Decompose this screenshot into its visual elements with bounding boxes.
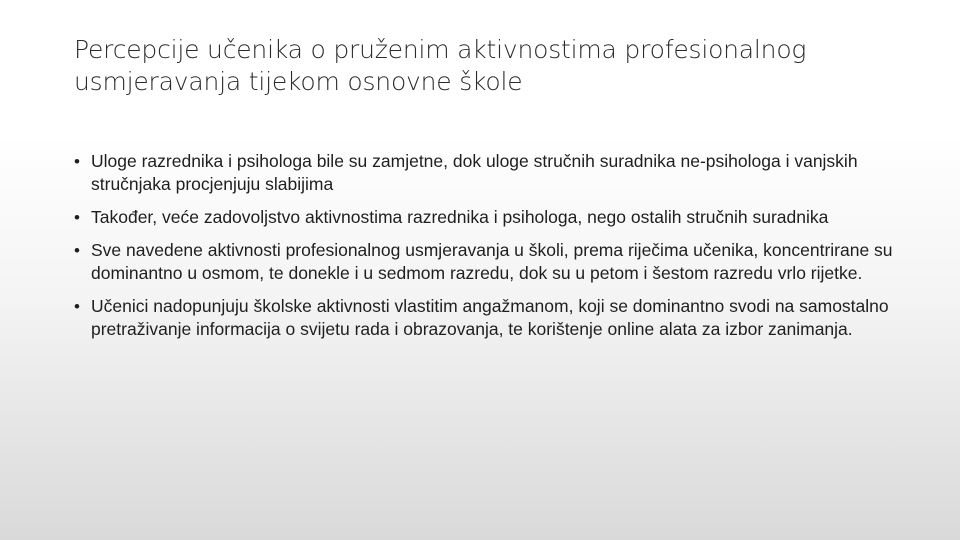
bullet-list (74, 150, 904, 351)
bullet-item (74, 206, 904, 229)
slide-title: Percepcije učenika o pruženim aktivnostima profesionalnog usmjeravanja tijekom osnovne škole (74, 35, 807, 96)
bullet-item (74, 150, 904, 196)
bullet-item (74, 239, 904, 285)
bullet-text: Učenici nadopunjuju školske aktivnosti vlastitim angažmanom, koji se dominantno svodi na samostalno pretraživanje informacija o svijetu rada i obrazovanja, te korištenje online alata za izbor zanimanja. (91, 296, 889, 339)
bullet-text: Uloge razrednika i psihologa bile su zamjetne, dok uloge stručnih suradnika ne-psihologa i vanjskih stručnjaka procjenjuju slabijima (91, 151, 858, 194)
bullet-icon: • (74, 152, 80, 171)
bullet-icon: • (74, 297, 80, 316)
bullet-text: Sve navedene aktivnosti profesionalnog usmjeravanja u školi, prema riječima učenika, koncentrirane su dominantno u osmom, te donekle i u sedmom razredu, dok su u petom i šestom razredu vrlo rijetke. (91, 240, 893, 283)
bullet-icon: • (74, 241, 80, 260)
bullet-text: Također, veće zadovoljstvo aktivnostima razrednika i psihologa, nego ostalih stručnih suradnika (91, 207, 829, 227)
bullet-item (74, 295, 904, 341)
bullet-icon: • (74, 208, 80, 227)
